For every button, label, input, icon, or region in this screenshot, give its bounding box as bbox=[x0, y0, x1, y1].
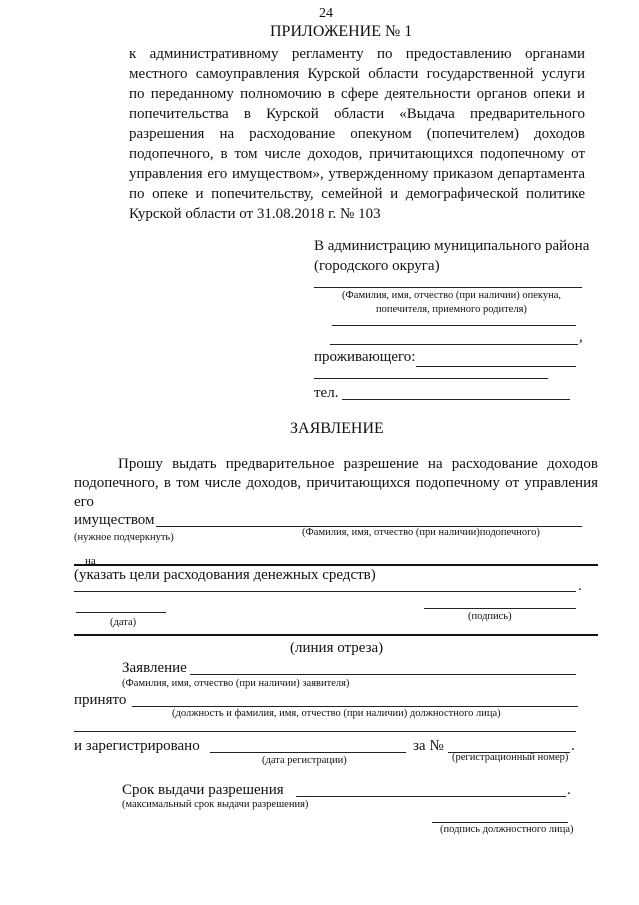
period-2: . bbox=[571, 738, 575, 754]
reg-date-hint: (дата регистрации) bbox=[262, 755, 347, 766]
signature-field[interactable] bbox=[424, 608, 576, 609]
page-number: 24 bbox=[319, 6, 333, 21]
appendix-line: разрешения на расходование опекуном (попечителем) доходов bbox=[129, 126, 585, 142]
period-3: . bbox=[567, 782, 571, 798]
cut-line-label: (линия отреза) bbox=[290, 640, 384, 656]
underline-hint: (нужное подчеркнуть) bbox=[74, 532, 174, 543]
deadline-label: Срок выдачи разрешения bbox=[122, 782, 284, 798]
appendix-line: подопечного, в том числе доходов, причитающихся подопечному от bbox=[129, 146, 585, 162]
deadline-field[interactable] bbox=[296, 796, 566, 797]
ward-name-hint: (Фамилия, имя, отчество (при наличии)подопечного) bbox=[302, 527, 540, 538]
purpose-prefix: на bbox=[85, 555, 96, 567]
purpose-hint: (указать цели расходования денежных средств) bbox=[74, 567, 376, 583]
official-name-hint: (должность и фамилия, имя, отчество (при наличии) должностного лица) bbox=[172, 708, 501, 719]
phone-field[interactable] bbox=[342, 399, 570, 400]
appendix-line: по переданному полномочию в сфере деятельности органов опеки и bbox=[129, 86, 585, 102]
residing-field[interactable] bbox=[416, 366, 576, 367]
applicant-name-hint: (Фамилия, имя, отчество (при наличии) заявителя) bbox=[122, 678, 350, 689]
guardian-name-field[interactable] bbox=[314, 287, 582, 288]
appendix-line: Курской области от 31.08.2018 г. № 103 bbox=[129, 206, 381, 222]
registered-label: и зарегистрировано bbox=[74, 738, 200, 754]
period: . bbox=[578, 578, 582, 594]
property-label: имуществом bbox=[74, 512, 155, 528]
official-signature-hint: (подпись должностного лица) bbox=[440, 824, 574, 835]
residing-label: проживающего: bbox=[314, 349, 416, 365]
residing-field-2[interactable] bbox=[314, 378, 548, 379]
appendix-line: управления его имуществом», утвержденному приказом департамента bbox=[129, 166, 585, 182]
reg-date-field[interactable] bbox=[210, 752, 406, 753]
purpose-field-2[interactable] bbox=[74, 591, 576, 592]
appendix-text bbox=[129, 44, 585, 224]
statement-body-line: его bbox=[74, 494, 94, 510]
statement-heading: ЗАЯВЛЕНИЕ bbox=[290, 420, 384, 437]
signature-hint: (подпись) bbox=[468, 611, 512, 622]
reg-number-hint: (регистрационный номер) bbox=[452, 752, 569, 763]
statement-body-line: подопечного, в том числе доходов, причитающихся подопечному от управления bbox=[74, 475, 598, 491]
appendix-line: местного самоуправления Курской области государственной услуги bbox=[129, 66, 585, 82]
accepted-label: принято bbox=[74, 692, 127, 708]
guardian-name-hint-1: (Фамилия, имя, отчество (при наличии) опекуна, bbox=[342, 290, 562, 301]
purpose-field[interactable] bbox=[74, 564, 598, 566]
applicant-name-field[interactable] bbox=[190, 674, 576, 675]
statement-body-line: Прошу выдать предварительное разрешение на расходование доходов bbox=[118, 456, 598, 472]
date-hint: (дата) bbox=[110, 617, 137, 628]
receipt-statement-label: Заявление bbox=[122, 660, 187, 676]
appendix-line: по опеке и попечительству, семейной и демографической политике bbox=[129, 186, 585, 202]
addressee-line-1: В администрацию муниципального района bbox=[314, 238, 590, 254]
addressee-line-2: (городского округа) bbox=[314, 258, 440, 274]
comma: , bbox=[579, 329, 583, 345]
appendix-title: ПРИЛОЖЕНИЕ № 1 bbox=[270, 23, 413, 40]
date-field[interactable] bbox=[76, 612, 166, 613]
guardian-extra-line[interactable] bbox=[332, 325, 576, 326]
cut-line bbox=[74, 634, 598, 636]
guardian-extra-line[interactable] bbox=[330, 344, 578, 345]
official-name-field-2[interactable] bbox=[74, 731, 576, 732]
official-signature-field[interactable] bbox=[432, 822, 568, 823]
official-name-field[interactable] bbox=[132, 706, 578, 707]
appendix-line: к административному регламенту по предоставлению органами bbox=[129, 46, 585, 62]
reg-number-label: за № bbox=[413, 738, 444, 754]
appendix-line: попечительства в Курской области «Выдача предварительного bbox=[129, 106, 585, 122]
phone-label: тел. bbox=[314, 385, 339, 401]
guardian-name-hint-2: попечителя, приемного родителя) bbox=[376, 304, 527, 315]
deadline-hint: (максимальный срок выдачи разрешения) bbox=[122, 799, 309, 810]
